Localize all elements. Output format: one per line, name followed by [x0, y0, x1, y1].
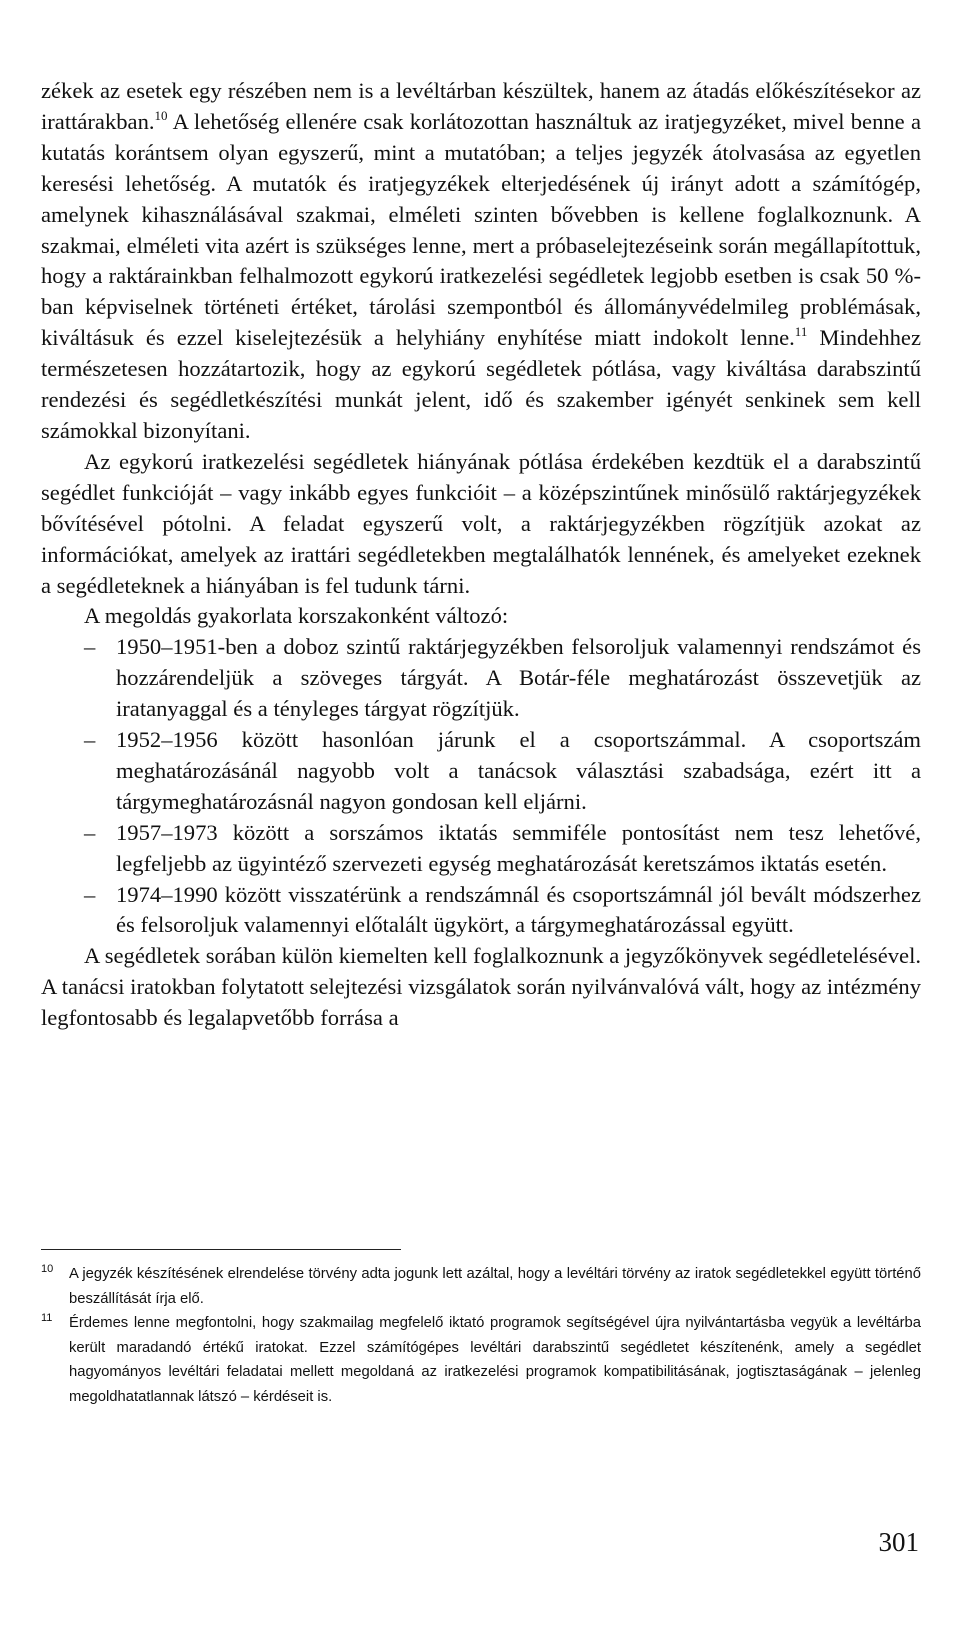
paragraph-list-intro: A megoldás gyakorlata korszakonként változó: — [84, 603, 509, 629]
paragraph-text: A lehetőség ellenére csak korlátozottan használtuk az iratjegyzéket, mivel benne a kutatás korántsem olyan egyszerű, mint a mutatóban; a teljes jegyzék átolvasása az egyetlen keresési lehetőség. A mutatók és iratjegyzékek elterjedésének új irányt adott a számítógép, amelynek kihasználásával szakmai, elméleti szinten bővebben is kellene foglalkoznunk. A szakmai, elméleti vita azért is szükséges lenne, mert a próbaselejtezéseink során megállapítottuk, hogy a raktárainkban felhalmozott egykorú iratkezelési segédletek legjobb esetben is csak 50 %-ban képviselnek történeti értéket, tárolási szempontból és állományvédelmileg problémásak, kiváltásuk és ezzel kiselejtezésük a helyhiány enyhítése miatt indokolt lenne. — [41, 108, 921, 351]
list-item — [41, 818, 921, 880]
footnotes — [41, 1262, 921, 1409]
list-item-text: 1952–1956 között hasonlóan járunk el a csoportszámmal. A csoportszám meghatározásánál nagyobb volt a tanácsok választási szabadsága, ezért itt a tárgymeghatározásnál nagyon gondosan kell eljárni. — [116, 727, 921, 814]
main-text — [41, 76, 921, 1034]
footnote-text: A jegyzék készítésének elrendelése törvény adta jogunk lett azáltal, hogy a levéltári törvény az iratok segédletekkel együtt történő beszállítását írja elő. — [69, 1266, 921, 1307]
list-item-text: 1950–1951-ben a doboz szintű raktárjegyzékben felsoroljuk valamennyi rendszámot és hozzárendeljük a szöveges tárgyát. A Botár-féle meghatározást összevetjük az iratanyaggal és a tényleges tárgyat rögzítjük. — [116, 634, 921, 722]
paragraph: Az egykorú iratkezelési segédletek hiányának pótlása érdekében kezdtük el a darabszintű segédlet funkcióját – vagy inkább egyes funkcióit – a középszintűnek minősülő raktárjegyzékek bővítésével pótolni. A feladat egyszerű volt, a raktárjegyzékben rögzítjük azokat az információkat, amelyek az irattári segédletekben megtalálhatók lennének, és amelyeket ezeknek a segédleteknek a hiányában is fel tudunk tárni. — [41, 448, 921, 598]
footnote-10 — [41, 1262, 921, 1311]
footnote-reference-11[interactable]: 11 — [794, 324, 808, 340]
page-number: 301 — [878, 1527, 919, 1557]
footnote-11 — [41, 1311, 921, 1409]
paragraph: A segédletek sorában külön kiemelten kell foglalkoznunk a jegyzőkönyvek segédletelésével. A tanácsi iratokban folytatott selejtezési vizsgálatok során nyilvánvalóvá vált, hogy az intézmény legfontosabb és legalapvetőbb forrása a — [41, 943, 921, 1031]
paragraph-continued — [41, 76, 921, 447]
footnote-mark: 11 — [41, 1312, 53, 1324]
dash-bullet: – — [84, 881, 96, 907]
list-item-text: 1957–1973 között a sorszámos iktatás semmiféle pontosítást nem tesz lehetővé, legfeljebb az ügyintéző szervezeti egység meghatározását keretszámos iktatás esetén. — [116, 819, 921, 876]
list-item — [41, 725, 921, 818]
dash-bullet: – — [84, 819, 96, 845]
list-item — [41, 880, 921, 942]
footnote-text: Érdemes lenne megfontolni, hogy szakmailag megfelelő iktató programok segítségével újra nyilvántartásba vegyük a levéltárba került maradandó értékű iratokat. Ezzel számítógépes levéltári darabszintű segédletet készítenénk, amely a segédlet hagyományos levéltári feladatai mellett megoldaná az iratkezelési programok kompatibilitásának, jogtisztaságának – jelenleg megoldhatatlannak látszó – kérdéseit is. — [69, 1315, 921, 1405]
paragraph-text: zékek az esetek egy részében nem is a levéltárban készültek, hanem az átadás előkészítésekor az irattárakban. — [41, 78, 921, 134]
dash-bullet: – — [84, 634, 96, 660]
footnote-divider — [41, 1249, 401, 1250]
list-item-text: 1974–1990 között visszatérünk a rendszámnál és csoportszámnál jól bevált módszerhez és felsoroljuk valamennyi előtalált ügykört, a tárgymeghatározással együtt. — [116, 881, 921, 938]
footnote-mark: 10 — [41, 1263, 54, 1275]
period-list — [41, 632, 921, 941]
list-item — [41, 632, 921, 725]
paragraph-text: Mindehhez természetesen hozzátartozik, hogy az egykorú segédletek pótlása, vagy kiváltása darabszintű rendezési és segédletkészítési munkát jelent, idő és szakember igényét senkinek sem kell számokkal bizonyítani. — [41, 325, 921, 443]
footnote-reference-10[interactable]: 10 — [154, 107, 168, 123]
dash-bullet: – — [84, 727, 96, 753]
